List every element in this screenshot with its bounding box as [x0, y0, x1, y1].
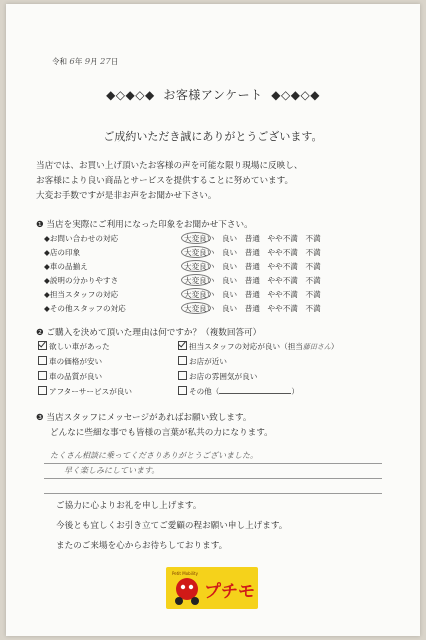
closing-text: [56, 496, 287, 556]
reason-label: 欲しい車があった: [49, 342, 110, 351]
rating-item-label: ◆説明の分かりやすさ: [44, 276, 119, 285]
rating-item-label: ◆担当スタッフの対応: [44, 290, 119, 299]
rating-scale: 大変良い 良い 普通 やや不満 不満: [184, 304, 321, 313]
message-handwritten-line: たくさん相談に乗ってくださりありがとうございました。: [50, 451, 258, 460]
reason-option: [38, 386, 132, 397]
reason-checkbox[interactable]: [178, 341, 187, 350]
selected-rating-mark: [181, 260, 211, 272]
rating-scale: 大変良い 良い 普通 やや不満 不満: [184, 262, 321, 271]
date-day-unit: 日: [110, 57, 119, 66]
rating-scale: 大変良い 良い 普通 やや不満 不満: [184, 290, 321, 299]
rating-scale: 大変良い 良い 普通 やや不満 不満: [184, 248, 321, 257]
reason-checkbox[interactable]: [178, 356, 187, 365]
date-month-value: 9: [84, 57, 91, 67]
rating-item-label: ◆お問い合わせの対応: [44, 234, 119, 243]
section3-title: ❸ 当店スタッフにメッセージがあればお願い致します。: [36, 413, 252, 423]
staff-name-handwritten: 藤田さん: [302, 343, 331, 351]
section2-title: ❷ ご購入を決めて頂いた理由は何ですか？（複数回答可）: [36, 328, 262, 338]
date-month-unit: 月: [90, 57, 98, 66]
reason-checkbox[interactable]: [38, 341, 47, 350]
intro-line: お客様により良い商品とサービスを提供することに努めています。: [36, 176, 294, 186]
selected-rating-mark: [181, 232, 211, 244]
logo-brand-text: プチモ: [204, 582, 255, 602]
mascot-icon: [170, 576, 206, 606]
date-day-value: 27: [100, 57, 111, 67]
selected-rating-mark: [181, 302, 211, 314]
reason-option: [178, 371, 257, 382]
reason-checkbox[interactable]: [178, 386, 187, 395]
closing-line: またのご来場を心からお待ちしております。: [56, 541, 228, 551]
closing-line: 今後とも宜しくお引き立てご愛顧の程お願い申し上げます。: [56, 521, 288, 531]
intro-text: [36, 159, 302, 204]
date-year-unit: 年: [74, 57, 83, 66]
rating-scale: 大変良い 良い 普通 やや不満 不満: [184, 276, 321, 285]
survey-sheet: [6, 4, 420, 636]
selected-rating-mark: [181, 274, 211, 286]
closing-line: ご協力に心よりお礼を申し上げます。: [56, 501, 202, 511]
message-rule: [44, 493, 382, 494]
reason-option: [38, 371, 102, 382]
reason-label: その他（: [189, 387, 220, 396]
message-rule: [44, 463, 382, 464]
reason-checkbox[interactable]: [178, 371, 187, 380]
title-text: お客様アンケート: [163, 88, 263, 102]
reason-label: アフターサービスが良い: [49, 387, 132, 396]
reason-option: [178, 386, 299, 397]
puchimo-logo: [166, 567, 258, 609]
section1-title: ❶ 当店を実際にご利用になった印象をお聞かせ下さい。: [36, 220, 253, 230]
close-paren: ）: [330, 342, 339, 351]
date-line: [52, 56, 118, 67]
intro-line: 当店では、お買い上げ頂いたお客様の声を可能な限り現場に反映し、: [36, 161, 303, 171]
title-deco-left: ◆◇◆◇◆: [106, 88, 155, 102]
section3-subtitle: どんなに些細な事でも皆様の言葉が私共の力になります。: [50, 428, 273, 438]
thanks-message: ご成約いただき誠にありがとうございます。: [103, 130, 323, 143]
reason-label: 担当スタッフの対応が良い（担当: [189, 342, 303, 351]
title-deco-right: ◆◇◆◇◆: [271, 88, 320, 102]
reason-checkbox[interactable]: [38, 356, 47, 365]
close-paren: ）: [291, 387, 299, 396]
other-input-line[interactable]: [219, 393, 291, 394]
rating-item-label: ◆店の印象: [44, 248, 81, 257]
intro-line: 大変お手数ですが是非お声をお聞かせ下さい。: [36, 191, 217, 201]
date-era: 令和: [52, 57, 67, 66]
reason-option: [178, 341, 339, 352]
reason-label: お店が近い: [189, 357, 227, 366]
logo-small-text: Petit Mobility: [172, 571, 198, 576]
reason-label: 車の価格が安い: [49, 357, 103, 366]
selected-rating-mark: [181, 246, 211, 258]
reason-checkbox[interactable]: [38, 386, 47, 395]
reason-option: [38, 356, 102, 367]
reason-label: 車の品質が良い: [49, 372, 103, 381]
selected-rating-mark: [181, 288, 211, 300]
message-handwritten-line: 早く楽しみにしています。: [64, 466, 160, 475]
rating-scale: 大変良い 良い 普通 やや不満 不満: [184, 234, 321, 243]
survey-title: [6, 86, 420, 103]
reason-checkbox[interactable]: [38, 371, 47, 380]
date-year-value: 6: [69, 57, 75, 67]
rating-item-label: ◆その他スタッフの対応: [44, 304, 126, 313]
message-rule: [44, 478, 382, 479]
reason-label: お店の雰囲気が良い: [189, 372, 258, 381]
reason-option: [178, 356, 227, 367]
rating-item-label: ◆車の品揃え: [44, 262, 88, 271]
reason-option: [38, 341, 110, 352]
